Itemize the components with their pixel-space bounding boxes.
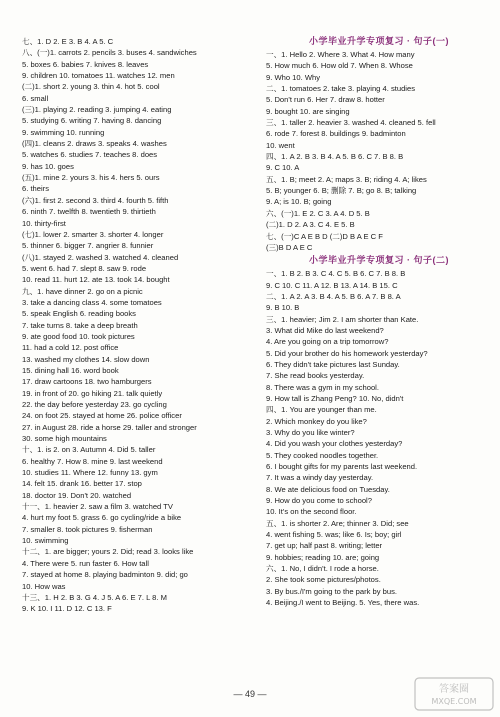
answer-line: 九、1. have dinner 2. go on a picnic <box>22 286 143 296</box>
answer-line: 四、1. You are younger than me. <box>266 405 377 415</box>
answer-line: 8. We ate delicious food on Tuesday. <box>266 484 390 494</box>
section-title: 小学毕业升学专项复习 · 句子(二) <box>309 255 449 266</box>
answer-line: 2. Which monkey do you like? <box>266 416 367 426</box>
answer-line: 3. Why do you like winter? <box>266 428 355 437</box>
answer-line: 五、1. is shorter 2. Are; thinner 3. Did; see <box>266 518 409 528</box>
answer-line: 7. It was a windy day yesterday. <box>266 473 374 483</box>
answer-line: 4. Did you wash your clothes yesterday? <box>266 439 403 449</box>
answer-line: 四、1. A 2. B 3. B 4. A 5. B 6. C 7. B 8. B <box>266 152 404 162</box>
answer-line: 9. hobbies; reading 10. are; going <box>266 552 380 562</box>
answer-line: 十二、1. are bigger; yours 2. Did; read 3. looks like <box>22 547 194 557</box>
answer-line: 3. By bus./I'm going to the park by bus. <box>266 586 398 596</box>
answer-line: 14. felt 15. drank 16. better 17. stop <box>22 479 142 489</box>
answer-line: 11. had a cold 12. post office <box>22 343 119 353</box>
answer-line: 十、1. is 2. on 3. Autumn 4. Did 5. taller <box>22 445 156 455</box>
answer-line: 5. They cooked noodles together. <box>266 450 379 460</box>
answer-line: 17. draw cartoons 18. two hamburgers <box>22 377 152 387</box>
answer-line: 2. She took some pictures/photos. <box>266 575 381 585</box>
answer-line: 9. How do you come to school? <box>266 496 372 506</box>
answer-line: 3. take a dancing class 4. some tomatoes <box>22 297 162 307</box>
answer-line: 4. Are you going on a trip tomorrow? <box>266 337 389 347</box>
answer-line: (六)1. first 2. second 3. third 4. fourth 5. fifth <box>22 195 169 205</box>
answer-line: 5. studying 6. writing 7. having 8. dancing <box>22 116 162 126</box>
answer-line: 18. doctor 19. Don't 20. watched <box>22 490 132 500</box>
answer-line: 9. How tall is Zhang Peng? 10. No, didn't <box>266 393 404 403</box>
answer-line: 6. theirs <box>22 184 50 194</box>
answer-line: (三)1. playing 2. reading 3. jumping 4. eating <box>22 105 172 115</box>
answer-line: (七)1. lower 2. smarter 3. shorter 4. longer <box>22 229 164 239</box>
answer-line: 7. stayed at home 8. playing badminton 9. did; go <box>22 570 188 580</box>
answer-line: 3. What did Mike do last weekend? <box>266 325 384 335</box>
answer-line: 10. went <box>266 140 295 150</box>
svg-text:答案圈: 答案圈 <box>439 684 469 695</box>
answer-line: 10. thirty-first <box>22 218 66 228</box>
answer-line: 五、1. B; meet 2. A; maps 3. B; riding 4. A; likes <box>266 174 427 184</box>
answer-line: 7. smaller 8. took pictures 9. fisherman <box>22 524 153 534</box>
answer-line: 30. some high mountains <box>22 434 107 444</box>
answer-line: 6. small <box>22 93 49 103</box>
answer-line: 七、(一)C A E B D (二)D B A E C F <box>266 231 383 241</box>
answer-line: 4. There were 5. run faster 6. How tall <box>22 558 149 568</box>
answer-line: 5. thinner 6. bigger 7. angrier 8. funnier <box>22 241 154 251</box>
answer-line: 5. speak English 6. reading books <box>22 309 136 319</box>
answer-line: 5. How much 6. How old 7. When 8. Whose <box>266 61 413 71</box>
answer-line: 5. watches 6. studies 7. teaches 8. does <box>22 150 158 160</box>
answer-line: 9. swimming 10. running <box>22 127 105 137</box>
answer-line: 一、1. Hello 2. Where 3. What 4. How many <box>266 50 415 59</box>
answer-line: 9. has 10. goes <box>22 161 74 171</box>
answer-line: (二)1. short 2. young 3. thin 4. hot 5. cool <box>22 82 160 92</box>
answer-line: 6. They didn't take pictures last Sunday. <box>266 359 400 369</box>
answer-line: 15. dining hall 16. word book <box>22 365 119 375</box>
answer-line: 9. bought 10. are singing <box>266 106 350 116</box>
answer-line: 9. C 10. C 11. A 12. B 13. A 14. B 15. C <box>266 280 398 290</box>
watermark-logo <box>414 677 494 711</box>
answer-line: 4. went fishing 5. was; like 6. Is; boy; girl <box>266 530 402 540</box>
answer-line: 10. read 11. hurt 12. ate 13. took 14. bought <box>22 275 170 285</box>
answer-line: 27. in August 28. ride a horse 29. taller and stronger <box>22 422 197 432</box>
answer-line: 7. take turns 8. take a deep breath <box>22 320 138 330</box>
answer-line: 10. It's on the second floor. <box>266 507 357 517</box>
answer-line: 9. B 10. B <box>266 303 300 313</box>
answer-line: 13. washed my clothes 14. slow down <box>22 354 150 364</box>
answer-line: 5. Don't run 6. Her 7. draw 8. hotter <box>266 95 385 105</box>
answer-line: 二、1. A 2. A 3. B 4. A 5. B 6. A 7. B 8. A <box>266 291 401 301</box>
answer-line: 6. ninth 7. twelfth 8. twentieth 9. thirtieth <box>22 207 156 217</box>
answer-line: 19. in front of 20. go hiking 21. talk quietly <box>22 388 163 398</box>
answer-line: 5. boxes 6. babies 7. knives 8. leaves <box>22 59 149 69</box>
answer-line: 十一、1. heavier 2. saw a film 3. watched TV <box>22 502 173 512</box>
answer-line: 9. Who 10. Why <box>266 72 321 82</box>
answer-line: 5. B; younger 6. B; 删除 7. B; go 8. B; talking <box>266 186 417 196</box>
answer-line: 9. C 10. A <box>266 163 300 173</box>
answer-line: 10. studies 11. Where 12. funny 13. gym <box>22 468 158 478</box>
answer-line: (四)1. cleans 2. draws 3. speaks 4. washes <box>22 139 167 149</box>
answer-line: 六、(一)1. E 2. C 3. A 4. D 5. B <box>266 208 370 218</box>
answer-line: 8. There was a gym in my school. <box>266 382 379 392</box>
answer-line: 24. on foot 25. stayed at home 26. police officer <box>22 411 182 421</box>
answer-line: 7. She read books yesterday. <box>266 371 365 381</box>
answer-column-right <box>266 34 492 609</box>
answer-column-left <box>22 36 260 615</box>
answer-line: 6. rode 7. forest 8. buildings 9. badminton <box>266 129 406 139</box>
answer-line: 5. Did your brother do his homework yesterday? <box>266 348 428 358</box>
answer-line: (三)B D A E C <box>266 242 313 252</box>
answer-line: 10. How was <box>22 581 66 591</box>
answer-line: 6. healthy 7. How 8. mine 9. last weekend <box>22 456 163 466</box>
answer-line: 十三、1. H 2. B 3. G 4. J 5. A 6. E 7. L 8. M <box>22 592 167 602</box>
answer-line: (二)1. D 2. A 3. C 4. E 5. B <box>266 220 355 230</box>
answer-line: 4. hurt my foot 5. grass 6. go cycling/ride a bike <box>22 513 182 523</box>
answer-line: (八)1. stayed 2. washed 3. watched 4. cleaned <box>22 252 179 262</box>
answer-line: 4. Beijing./I went to Beijing. 5. Yes, there was. <box>266 598 420 608</box>
answer-line: 六、1. No, I didn't. I rode a horse. <box>266 564 379 574</box>
answer-line: 9. K 10. I 11. D 12. C 13. F <box>22 604 112 614</box>
page-number: — 49 — <box>233 689 267 699</box>
answer-line: 10. swimming <box>22 536 69 546</box>
answer-line: 7. get up; half past 8. writing; letter <box>266 541 383 551</box>
answer-line: 9. children 10. tomatoes 11. watches 12. men <box>22 71 175 81</box>
answer-line: 22. the day before yesterday 23. go cycling <box>22 400 167 409</box>
answer-line: (五)1. mine 2. yours 3. his 4. hers 5. ours <box>22 173 160 183</box>
answer-line: 一、1. B 2. B 3. C 4. C 5. B 6. C 7. B 8. B <box>266 269 406 279</box>
answer-line: 5. went 6. had 7. slept 8. saw 9. rode <box>22 263 147 273</box>
answer-line: 6. I bought gifts for my parents last weekend. <box>266 462 418 472</box>
answer-line: 二、1. tomatoes 2. take 3. playing 4. studies <box>266 84 416 94</box>
svg-text:MXQE.COM: MXQE.COM <box>431 697 477 706</box>
answer-line: 三、1. taller 2. heavier 3. washed 4. cleaned 5. fell <box>266 118 436 128</box>
section-title: 小学毕业升学专项复习 · 句子(一) <box>309 36 449 46</box>
answer-line: 八、(一)1. carrots 2. pencils 3. buses 4. sandwiches <box>22 48 197 58</box>
answer-line: 9. A; is 10. B; going <box>266 197 332 207</box>
answer-line: 七、1. D 2. E 3. B 4. A 5. C <box>22 37 114 46</box>
answer-line: 三、1. heavier; Jim 2. I am shorter than Kate. <box>266 314 419 324</box>
answer-line: 9. ate good food 10. took pictures <box>22 331 135 341</box>
